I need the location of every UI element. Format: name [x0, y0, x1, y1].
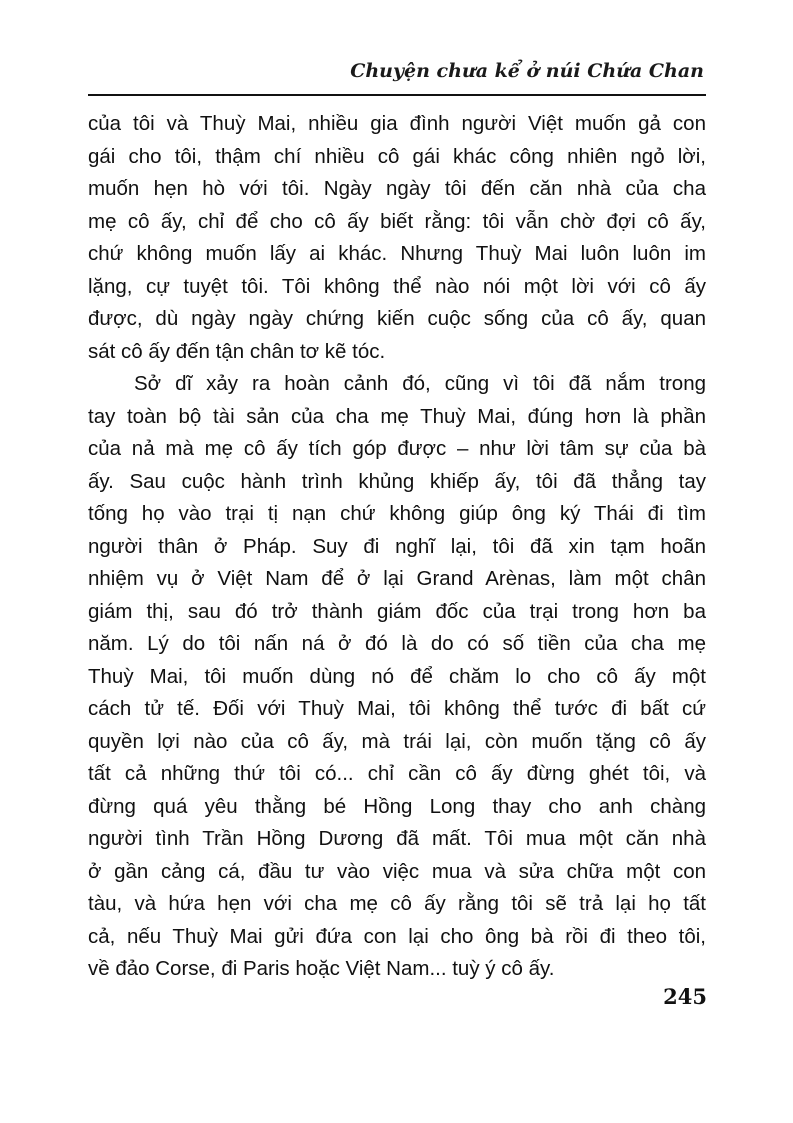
text-line: cách tử tế. Đối với Thuỳ Mai, tôi không thể tước đi bất cứ — [88, 697, 706, 720]
text-line: quyền lợi nào của cô ấy, mà trái lại, còn muốn tặng cô ấy — [88, 729, 706, 753]
text-line: về đảo Corse, đi Paris hoặc Việt Nam... tuỳ ý cô ấy. — [88, 957, 555, 980]
text-line: tàu, và hứa hẹn với cha mẹ cô ấy rằng tôi sẽ trả lại họ tất — [88, 892, 706, 915]
text-line: lặng, cự tuyệt tôi. Tôi không thể nào nói một lời với cô ấy — [88, 274, 706, 298]
text-line: Sở dĩ xảy ra hoàn cảnh đó, cũng vì tôi đã nắm trong — [134, 372, 706, 395]
text-line: ở gần cảng cá, đầu tư vào việc mua và sửa chữa một con — [88, 859, 706, 883]
text-line: người thân ở Pháp. Suy đi nghĩ lại, tôi đã xin tạm hoãn — [88, 534, 706, 558]
text-line: được, dù ngày ngày chứng kiến cuộc sống của cô ấy, quan — [88, 307, 706, 330]
text-line: của nả mà mẹ cô ấy tích góp được – như lời tâm sự của bà — [88, 437, 706, 460]
text-line: cả, nếu Thuỳ Mai gửi đứa con lại cho ông bà rồi đi theo tôi, — [88, 924, 706, 948]
text-line: năm. Lý do tôi nấn ná ở đó là do có số tiền của cha mẹ — [88, 632, 706, 655]
text-line: ấy. Sau cuộc hành trình khủng khiếp ấy, tôi đã thẳng tay — [88, 469, 706, 493]
text-line: Thuỳ Mai, tôi muốn dùng nó để chăm lo cho cô ấy một — [88, 664, 706, 688]
text-line: giám thị, sau đó trở thành giám đốc của trại trong hơn ba — [88, 599, 706, 623]
paragraph-1 — [88, 108, 706, 368]
body-text — [88, 108, 706, 986]
text-line: tay toàn bộ tài sản của cha mẹ Thuỳ Mai, đúng hơn là phần — [88, 404, 706, 428]
text-line: muốn hẹn hò với tôi. Ngày ngày tôi đến căn nhà của cha — [88, 177, 706, 200]
text-line: người tình Trần Hồng Dương đã mất. Tôi mua một căn nhà — [88, 827, 706, 850]
paragraph-2 — [88, 368, 706, 986]
header-rule — [88, 94, 706, 96]
text-line: gái cho tôi, thậm chí nhiều cô gái khác công nhiên ngỏ lời, — [88, 144, 706, 168]
text-line: tống họ vào trại tị nạn chứ không giúp ông ký Thái đi tìm — [88, 502, 706, 525]
running-title: Chuyện chưa kể ở núi Chứa Chan — [350, 60, 704, 82]
text-line: nhiệm vụ ở Việt Nam để ở lại Grand Arènas, làm một chân — [88, 567, 706, 590]
text-line: sát cô ấy đến tận chân tơ kẽ tóc. — [88, 339, 386, 363]
text-line: đừng quá yêu thằng bé Hồng Long thay cho anh chàng — [88, 794, 706, 818]
text-line: tất cả những thứ tôi có... chỉ cần cô ấy đừng ghét tôi, và — [88, 762, 706, 785]
text-line: mẹ cô ấy, chỉ để cho cô ấy biết rằng: tôi vẫn chờ đợi cô ấy, — [88, 209, 706, 233]
text-line: của tôi và Thuỳ Mai, nhiều gia đình người Việt muốn gả con — [88, 112, 706, 135]
text-line: chứ không muốn lấy ai khác. Nhưng Thuỳ Mai luôn luôn im — [88, 242, 706, 265]
page-number: 245 — [663, 984, 707, 1009]
